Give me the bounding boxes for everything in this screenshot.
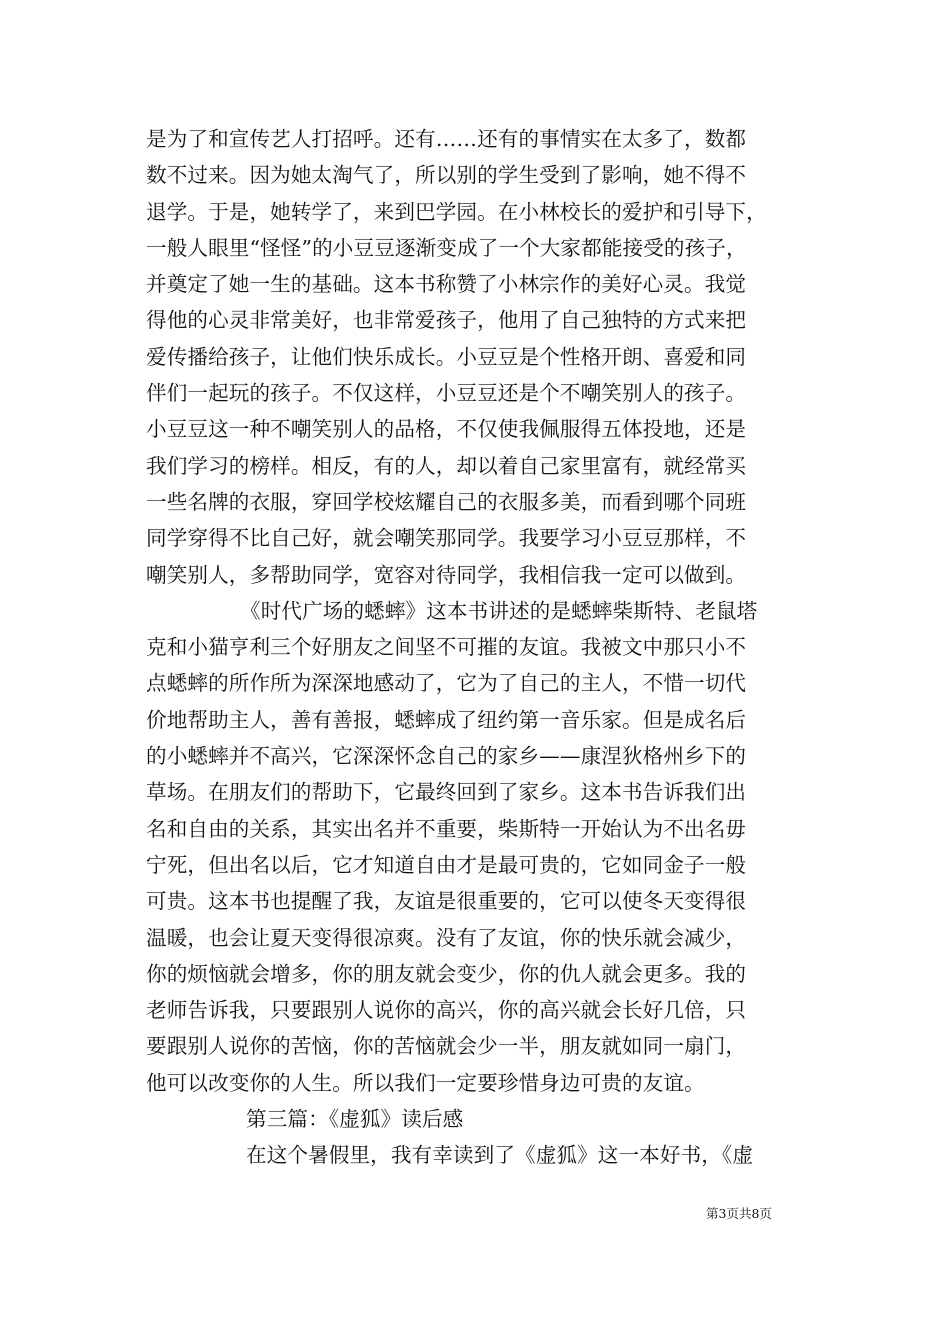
text-line: 爱传播给孩子，让他们快乐成长。小豆豆是个性格开朗、喜爱和同 (146, 344, 747, 369)
text-line: 小豆豆这一种不嘲笑别人的品格，不仅使我佩服得五体投地，还是 (146, 417, 747, 442)
section-heading: 第三篇：《虚狐》读后感 (246, 1107, 464, 1132)
text-line: 退学。于是，她转学了，来到巴学园。在小林校长的爱护和引导下， (146, 199, 767, 224)
paragraph-start-line: 《时代广场的蟋蟀》这本书讲述的是蟋蟀柴斯特、老鼠塔 (240, 598, 758, 623)
text-line: 数不过来。因为她太淘气了，所以别的学生受到了影响，她不得不 (146, 163, 747, 188)
text-line: 伴们一起玩的孩子。不仅这样，小豆豆还是个不嘲笑别人的孩子。 (146, 381, 747, 406)
text-line: 得他的心灵非常美好，也非常爱孩子，他用了自己独特的方式来把 (146, 308, 747, 333)
text-line: 并奠定了她一生的基础。这本书称赞了小林宗作的美好心灵。我觉 (146, 272, 747, 297)
text-line: 他可以改变你的人生。所以我们一定要珍惜身边可贵的友谊。 (146, 1070, 705, 1095)
text-line: 是为了和宣传艺人打招呼。还有……还有的事情实在太多了，数都 (146, 127, 747, 151)
text-line: 你的烦恼就会增多，你的朋友就会变少，你的仇人就会更多。我的 (146, 961, 747, 986)
text-line: 老师告诉我，只要跟别人说你的高兴，你的高兴就会长好几倍，只 (146, 998, 747, 1023)
text-line: 可贵。这本书也提醒了我，友谊是很重要的，它可以使冬天变得很 (146, 889, 747, 914)
text-line: 我们学习的榜样。相反，有的人，却以着自己家里富有，就经常买 (146, 453, 747, 478)
text-line: 一般人眼里“怪怪”的小豆豆逐渐变成了一个大家都能接受的孩子， (146, 235, 747, 260)
text-line: 名和自由的关系，其实出名并不重要，柴斯特一开始认为不出名毋 (146, 816, 747, 841)
text-line: 价地帮助主人，善有善报，蟋蟀成了纽约第一音乐家。但是成名后 (146, 707, 747, 732)
text-line: 嘲笑别人，多帮助同学，宽容对待同学，我相信我一定可以做到。 (146, 562, 747, 587)
text-line: 同学穿得不比自己好，就会嘲笑那同学。我要学习小豆豆那样，不 (146, 526, 747, 551)
text-line: 要跟别人说你的苦恼，你的苦恼就会少一半，朋友就如同一扇门， (146, 1034, 747, 1059)
paragraph-start-line: 在这个暑假里，我有幸读到了《虚狐》这一本好书，《虚 (246, 1143, 754, 1168)
text-line: 的小蟋蟀并不高兴，它深深怀念自己的家乡——康涅狄格州乡下的 (146, 744, 747, 769)
document-body (146, 121, 811, 1174)
text-line: 宁死，但出名以后，它才知道自由才是最可贵的，它如同金子一般 (146, 852, 747, 877)
text-line: 克和小猫亨利三个好朋友之间坚不可摧的友谊。我被文中那只小不 (146, 635, 747, 660)
text-line: 草场。在朋友们的帮助下，它最终回到了家乡。这本书告诉我们出 (146, 780, 747, 805)
page-number: 第3页共8页 (706, 1206, 772, 1221)
text-line: 一些名牌的衣服，穿回学校炫耀自己的衣服多美，而看到哪个同班 (146, 489, 747, 514)
text-line: 点蟋蟀的所作所为深深地感动了，它为了自己的主人，不惜一切代 (146, 671, 747, 696)
text-line: 温暖，也会让夏天变得很凉爽。没有了友谊，你的快乐就会减少， (146, 925, 747, 950)
